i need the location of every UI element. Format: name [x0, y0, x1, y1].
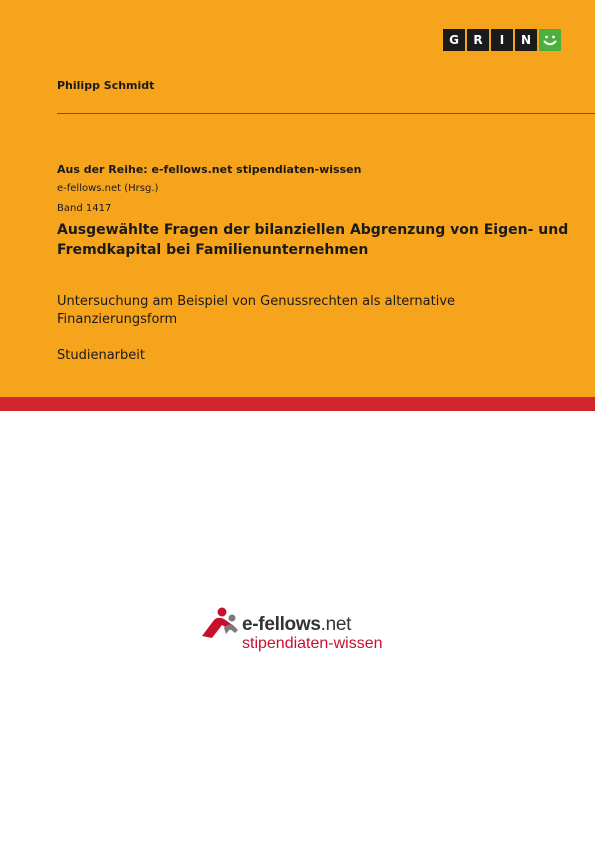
- grin-logo: [443, 29, 561, 51]
- e-fellows-name: e-fellows: [242, 614, 321, 635]
- e-fellows-tld: .net: [320, 614, 352, 635]
- volume-number: Band 1417: [57, 203, 112, 214]
- grin-letter-g: G: [443, 29, 465, 51]
- series-name: Aus der Reihe: e-fellows.net stipendiaten-wissen: [57, 163, 362, 176]
- author-name: Philipp Schmidt: [57, 79, 155, 92]
- grin-letter-n: N: [515, 29, 537, 51]
- book-title: Ausgewählte Fragen der bilanziellen Abgrenzung von Eigen- und Fremdkapital bei Familienunternehmen: [57, 222, 569, 258]
- accent-band: [0, 397, 595, 411]
- divider-line: [57, 113, 595, 114]
- grin-letter-i: I: [491, 29, 513, 51]
- e-fellows-wordmark: [242, 614, 351, 636]
- smiley-icon: [539, 29, 561, 51]
- document-type: Studienarbeit: [57, 348, 145, 363]
- book-subtitle: Untersuchung am Beispiel von Genussrechten als alternative Finanzierungsform: [57, 294, 456, 327]
- editor-line: e-fellows.net (Hrsg.): [57, 183, 159, 194]
- e-fellows-logo: [200, 604, 400, 656]
- e-fellows-figures-icon: [200, 606, 240, 646]
- grin-letter-r: R: [467, 29, 489, 51]
- e-fellows-tagline: stipendiaten-wissen: [242, 635, 383, 652]
- cover-panel: [0, 0, 595, 397]
